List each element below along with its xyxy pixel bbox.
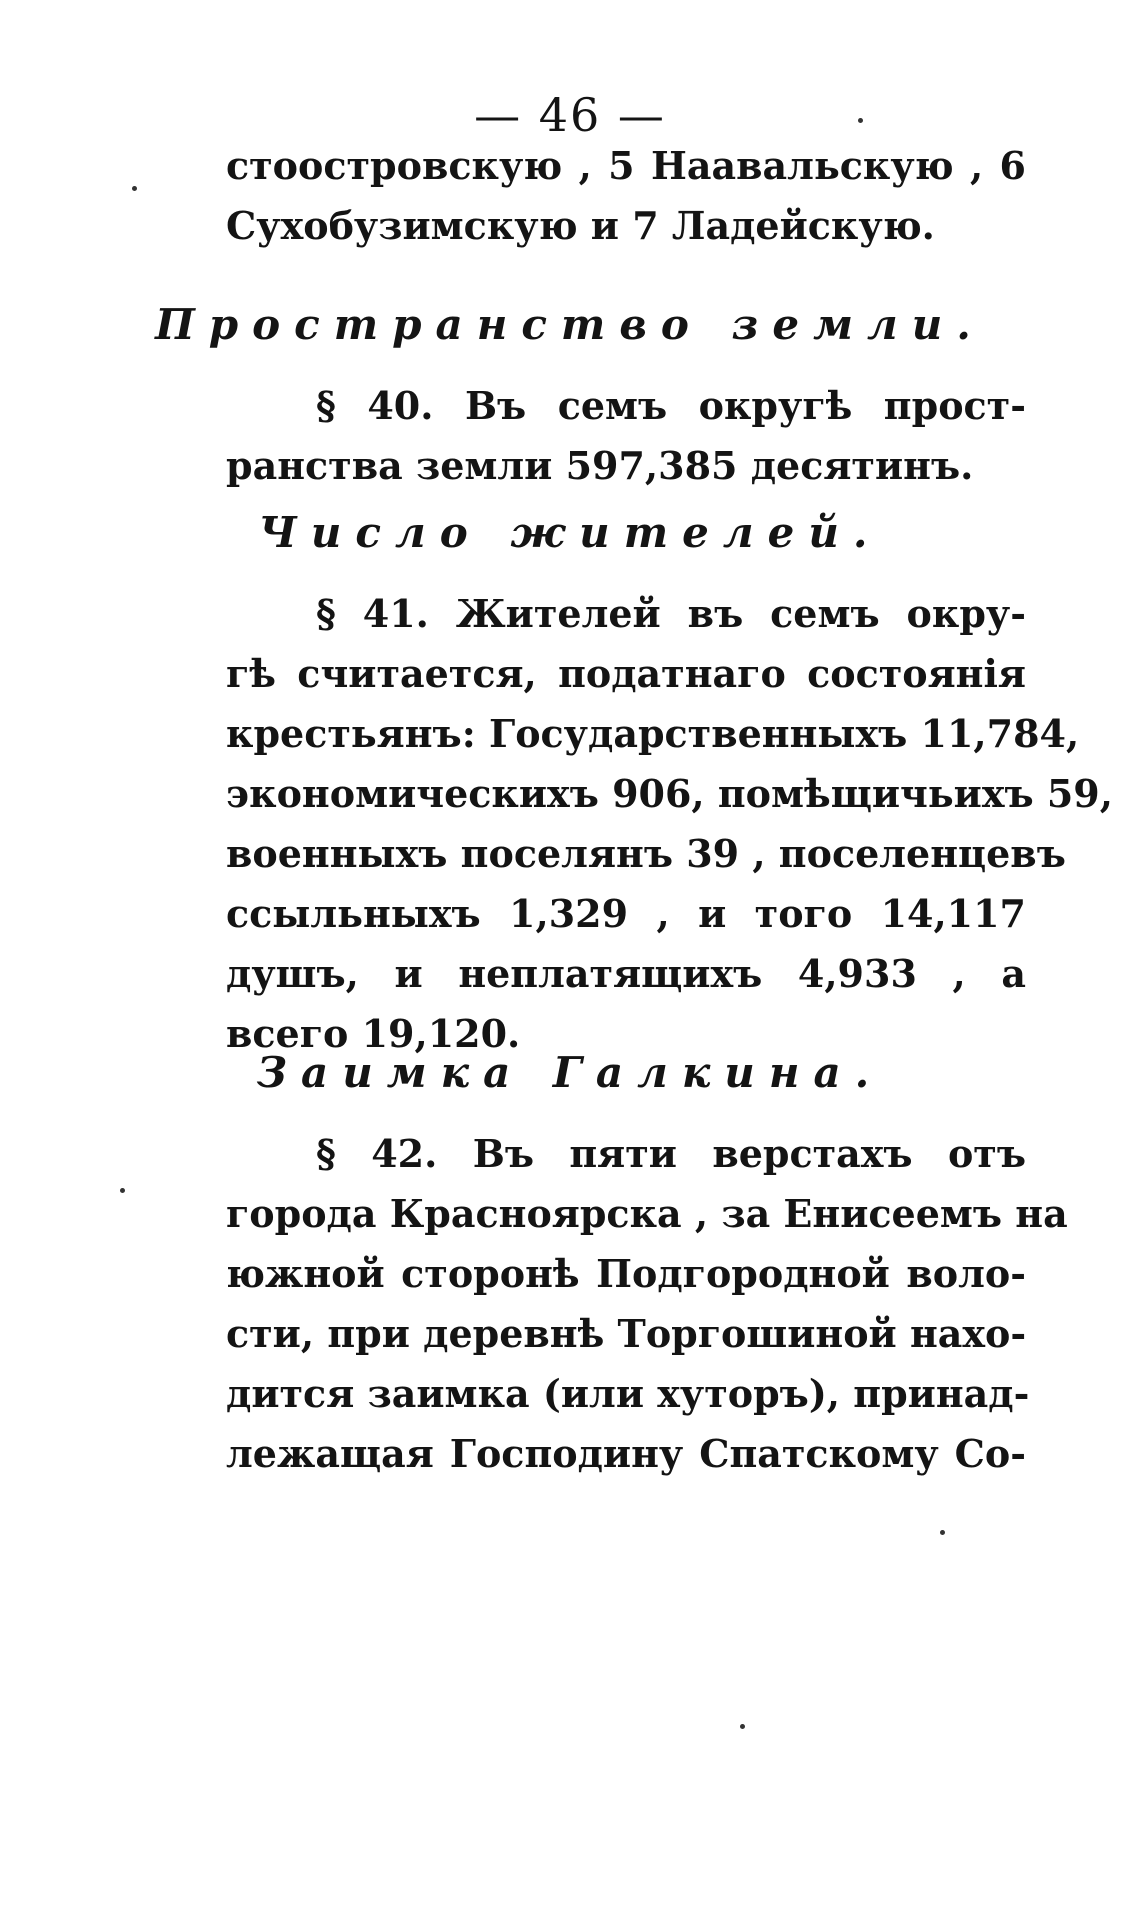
page-number: — 46 —	[474, 88, 666, 142]
text-line: § 41. Жителей въ семъ окру-	[316, 591, 1026, 636]
paragraph-continuation	[226, 136, 1026, 256]
section-heading-territory: Пространство земли.	[155, 300, 985, 349]
text-line: сти, при деревнѣ Торгошиной нахо-	[226, 1311, 1027, 1356]
text-line: военныхъ поселянъ 39 , поселенцевъ	[226, 831, 1066, 876]
text-line: душъ, и неплатящихъ 4,933 , а	[226, 951, 1026, 996]
text-line: экономическихъ 906, помѣщичьихъ 59,	[226, 771, 1113, 816]
scan-speck	[132, 186, 137, 191]
text-line: всего 19,120.	[226, 1011, 521, 1056]
text-line: гѣ считается, податнаго состоянія	[226, 651, 1026, 696]
section-heading-galkin-farmstead: Заимка Галкина.	[256, 1048, 884, 1097]
text-line: Сухобузимскую и 7 Ладейскую.	[226, 203, 935, 248]
text-line: § 42. Въ пяти верстахъ отъ	[316, 1131, 1026, 1176]
scan-speck	[940, 1530, 945, 1535]
text-line: крестьянъ: Государственныхъ 11,784,	[226, 711, 1080, 756]
text-line: стоостровскую , 5 Наавальскую , 6	[226, 143, 1026, 188]
section-heading-population: Число жителей.	[258, 508, 882, 557]
paragraph-40	[226, 376, 1026, 496]
scan-speck	[120, 1188, 125, 1193]
paragraph-41	[226, 584, 1113, 1064]
text-line: ссыльныхъ 1,329 , и того 14,117	[226, 891, 1026, 936]
scan-speck	[740, 1724, 745, 1729]
scan-speck	[858, 118, 863, 123]
text-line: ранства земли 597,385 десятинъ.	[226, 443, 974, 488]
paragraph-42	[226, 1124, 1068, 1484]
text-line: южной сторонѣ Подгородной воло-	[226, 1251, 1026, 1296]
text-line: города Красноярска , за Енисеемъ на	[226, 1191, 1068, 1236]
text-line: дится заимка (или хуторъ), принад-	[226, 1371, 1030, 1416]
text-line: § 40. Въ семъ округѣ прост-	[316, 383, 1026, 428]
text-line: лежащая Господину Спатскому Со-	[226, 1431, 1026, 1476]
